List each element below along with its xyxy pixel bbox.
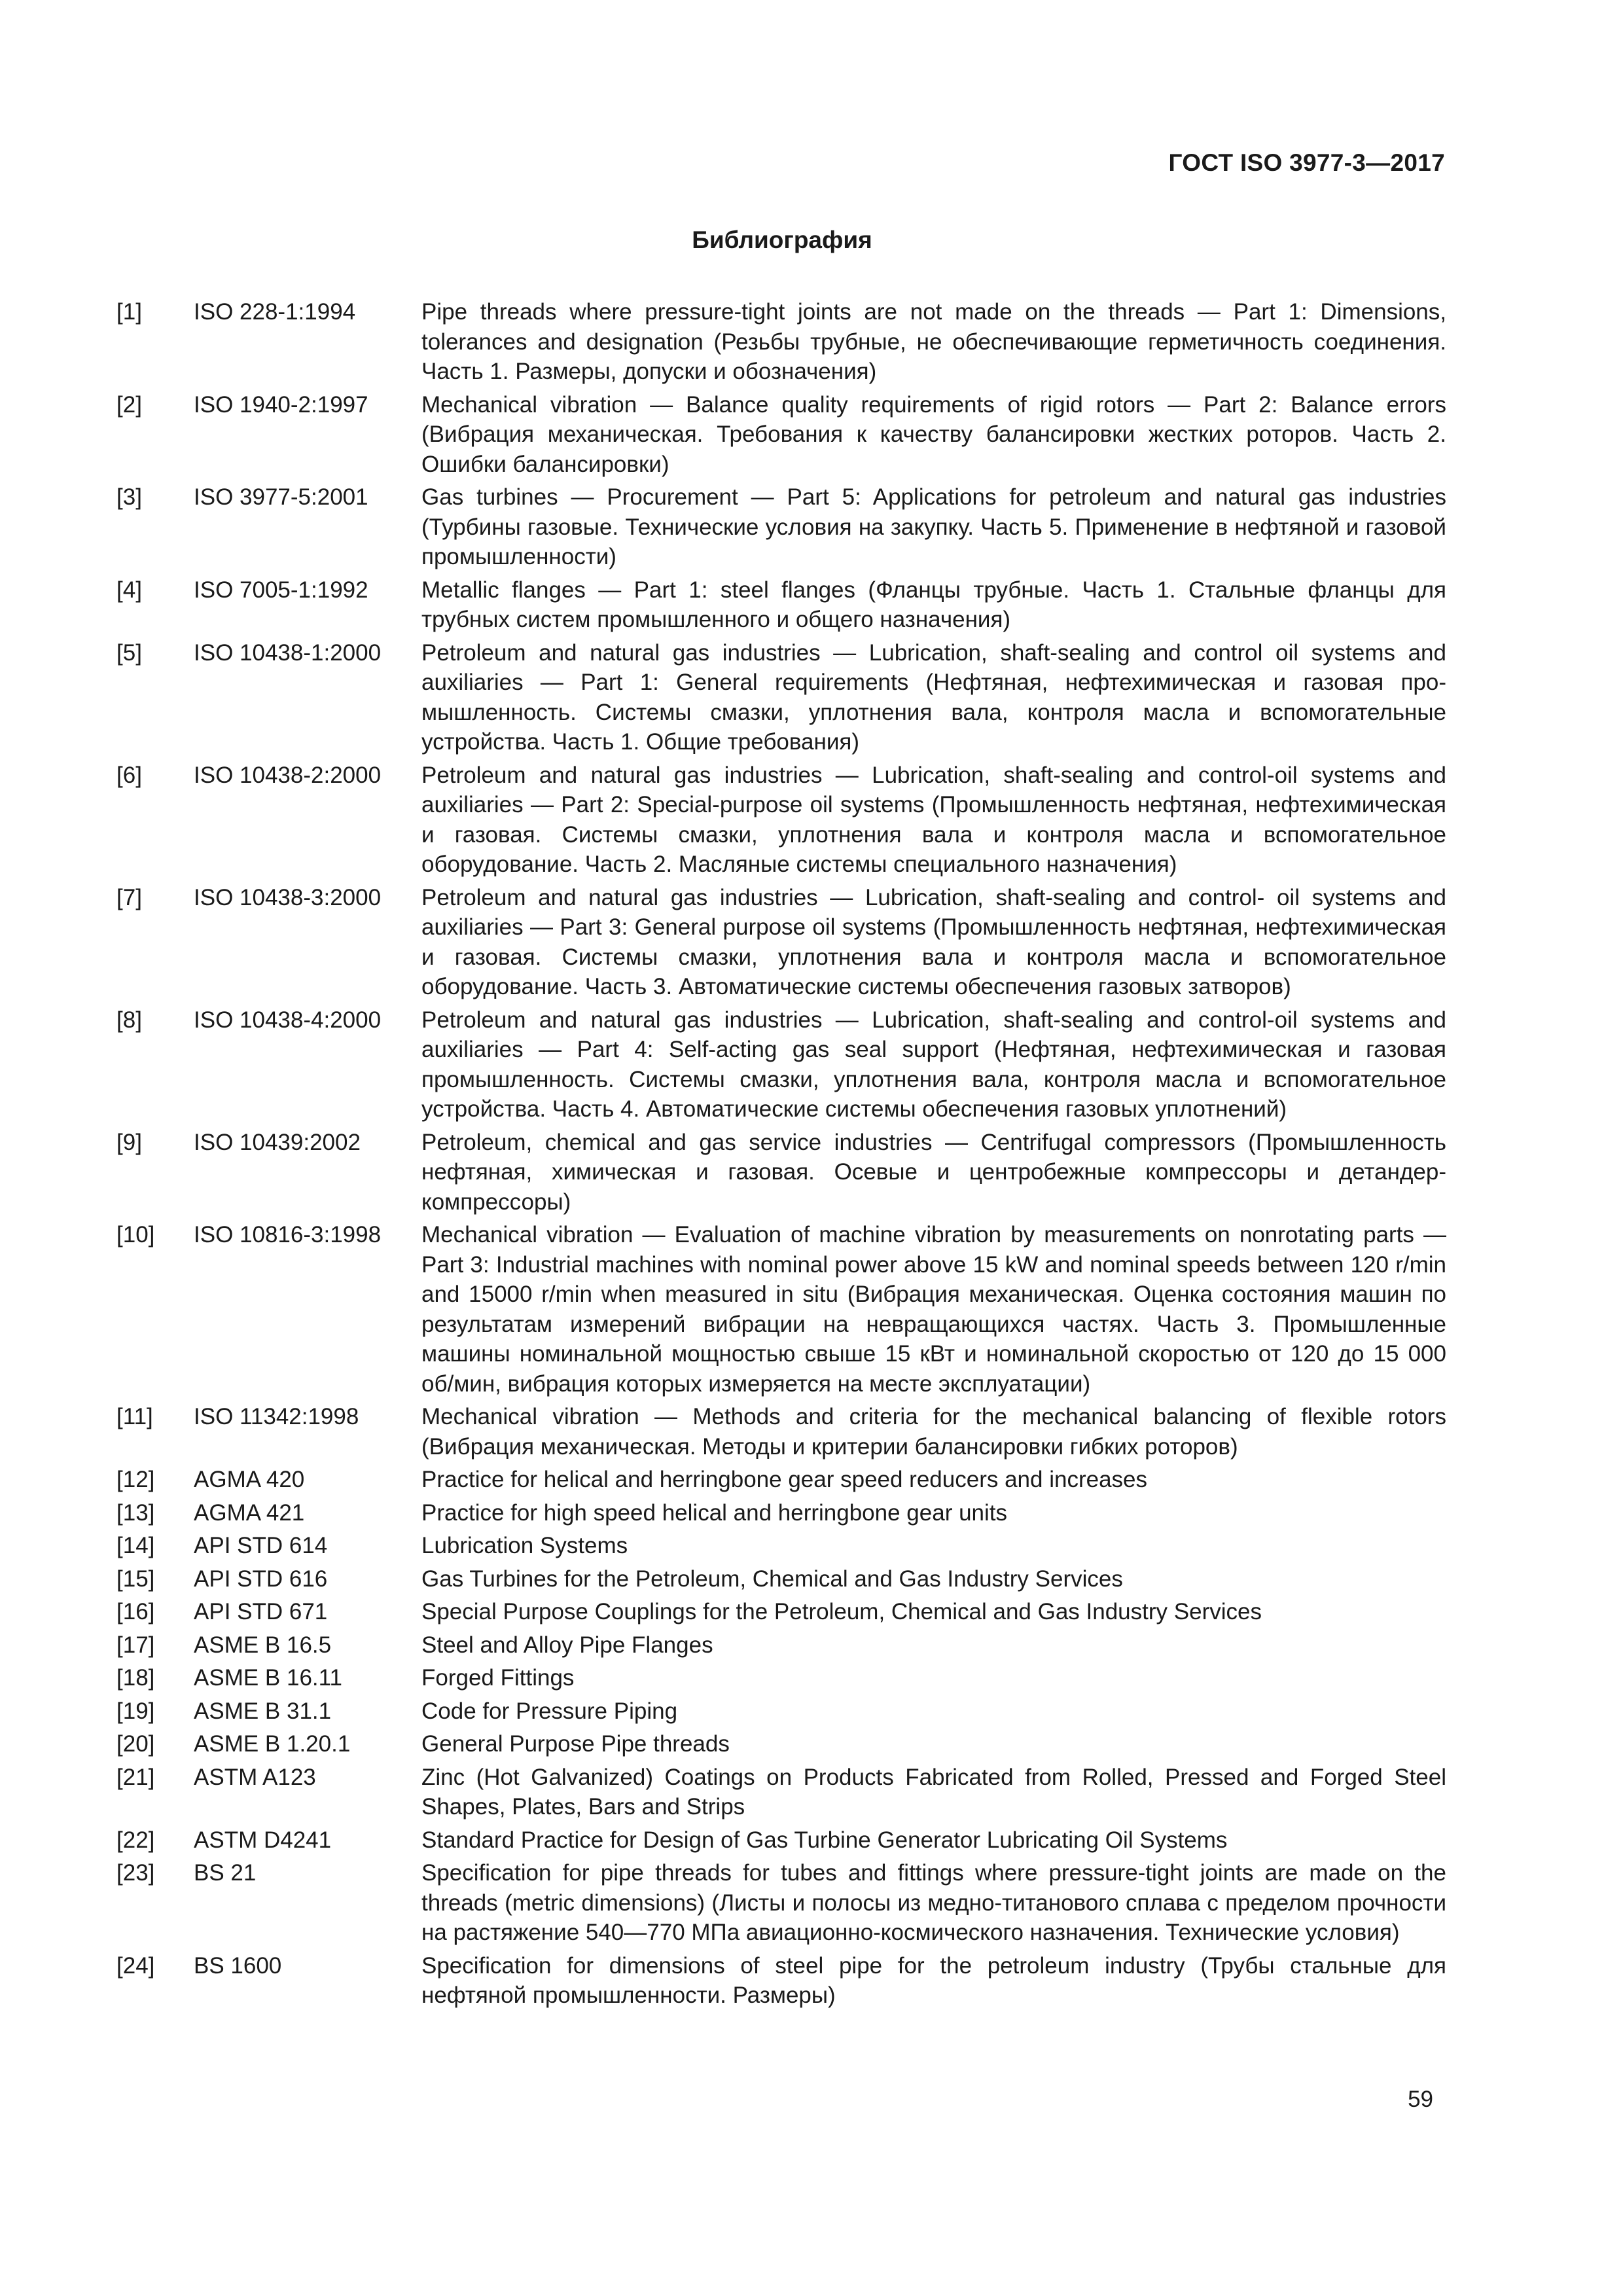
reference-number: [24]: [116, 1952, 155, 1979]
reference-description: Petroleum and natural gas industries — Lubrication, shaft-sealing and control-oil systems and auxiliaries — Part 4: Self-acting gas seal support (Нефтяная, нефтехимическая и газовая промышленность. Системы смазки, уплотнения вала, контроля масла и вспомогательное устройства. Часть 4. Автоматические системы обеспечения газовых уплотнений): [421, 1007, 1446, 1122]
reference-code: AGMA 420: [194, 1467, 305, 1492]
reference-item: [116, 297, 1446, 387]
reference-number: [16]: [116, 1599, 155, 1624]
reference-item: [116, 1531, 1446, 1561]
document-header: ГОСТ ISO 3977-3—2017: [1168, 149, 1445, 176]
reference-code: BS 1600: [194, 1952, 282, 1979]
reference-description: Metallic flanges — Part 1: steel flanges (Фланцы трубные. Часть 1. Стальные фланцы для трубных систем промышленного и общего назначения): [421, 577, 1446, 632]
reference-item: [116, 1402, 1446, 1462]
reference-item: [116, 1005, 1446, 1124]
page-title: Библиография: [692, 226, 872, 253]
reference-code: ASTM A123: [194, 1764, 316, 1790]
reference-number: [21]: [116, 1764, 155, 1790]
reference-item: [116, 1465, 1446, 1495]
reference-description: Lubrication Systems: [421, 1533, 628, 1558]
reference-code: BS 21: [194, 1860, 257, 1886]
reference-description: Specification for dimensions of steel pipe for the petroleum industry (Трубы стальные для нефтяной промышленности. Размеры): [421, 1952, 1446, 2008]
reference-code: ISO 10438-3:2000: [194, 884, 382, 910]
reference-code: ISO 228-1:1994: [194, 299, 356, 325]
page-number: 59: [1408, 2087, 1433, 2112]
reference-description: Pipe threads where pressure-tight joints are not made on the threads — Part 1: Dimensions, tolerances and designation (Резьбы трубные, не обеспечивающие герметичность соединения. Часть 1. Размеры, допуски и обозначения): [421, 299, 1446, 384]
reference-code: API STD 671: [194, 1599, 328, 1624]
reference-item: [116, 761, 1446, 880]
reference-item: [116, 1128, 1446, 1217]
reference-code: AGMA 421: [194, 1499, 305, 1526]
reference-description: Standard Practice for Design of Gas Turbine Generator Lubricating Oil Systems: [421, 1827, 1228, 1853]
reference-number: [22]: [116, 1827, 155, 1853]
reference-item: [116, 1663, 1446, 1693]
reference-code: ISO 11342:1998: [194, 1404, 359, 1429]
reference-code: ASME B 16.11: [194, 1665, 342, 1691]
reference-code: ASME B 16.5: [194, 1632, 332, 1658]
reference-number: [5]: [116, 639, 142, 666]
reference-item: [116, 638, 1446, 757]
reference-code: ISO 1940-2:1997: [194, 391, 368, 418]
reference-number: [9]: [116, 1129, 142, 1155]
reference-description: Specification for pipe threads for tubes and fittings where pressure-tight joints are made on the threads (metric dimensions) (Листы и полосы из медно-титанового сплава с пределом прочности на растяжение 540—770 МПа авиационно-космического назначения. Технические условия): [421, 1860, 1446, 1945]
reference-description: Gas turbines — Procurement — Part 5: Applications for petroleum and natural gas industries (Турбины газовые. Технические условия на закупку. Часть 5. Применение в нефтяной и газовой промышленности): [421, 484, 1446, 569]
reference-description: Mechanical vibration — Evaluation of machine vibration by measurements on nonrotating parts — Part 3: Industrial machines with nominal power above 15 kW and nominal speeds between 120 r/min and 15000 r/min when measured in situ (Вибрация механическая. Оценка состояния машин по результатам измерений вибрации на невращающихся частях. Часть 3. Промышленные машины номинальной мощностью свыше 15 кВт и номинальной скоростью от 120 до 15 000 об/мин, вибрация которых измеряется на месте эксплуатации): [421, 1222, 1446, 1397]
reference-item: [116, 1630, 1446, 1660]
reference-code: ISO 10438-4:2000: [194, 1007, 382, 1033]
reference-item: [116, 1729, 1446, 1759]
reference-code: ISO 3977-5:2001: [194, 484, 368, 510]
reference-number: [3]: [116, 484, 142, 510]
reference-number: [20]: [116, 1731, 155, 1757]
reference-code: API STD 614: [194, 1533, 328, 1558]
reference-code: ASME B 31.1: [194, 1698, 332, 1724]
reference-item: [116, 1825, 1446, 1856]
reference-description: Steel and Alloy Pipe Flanges: [421, 1632, 713, 1658]
reference-item: [116, 1951, 1446, 2011]
reference-number: [14]: [116, 1533, 155, 1558]
reference-item: [116, 883, 1446, 1002]
reference-description: Petroleum and natural gas industries — Lubrication, shaft-sealing and control- oil systems and auxiliaries — Part 3: General purpose oil systems (Промышленность нефтяная, нефтехимическая и газовая. Системы смазки, уплотнения вала и контроля масла и вспомогательное оборудование. Часть 3. Автоматические системы обеспечения газовых затворов): [421, 884, 1446, 999]
reference-description: Zinc (Hot Galvanized) Coatings on Products Fabricated from Rolled, Pressed and Forged Steel Shapes, Plates, Bars and Strips: [421, 1764, 1446, 1820]
reference-number: [12]: [116, 1467, 155, 1492]
reference-number: [2]: [116, 391, 142, 418]
reference-item: [116, 482, 1446, 572]
reference-code: ISO 10438-2:2000: [194, 762, 382, 788]
reference-description: Forged Fittings: [421, 1665, 575, 1691]
reference-item: [116, 390, 1446, 480]
reference-number: [17]: [116, 1632, 155, 1658]
reference-item: [116, 1498, 1446, 1528]
reference-number: [6]: [116, 762, 142, 788]
reference-number: [15]: [116, 1566, 155, 1592]
reference-code: ASME B 1.20.1: [194, 1731, 351, 1757]
reference-item: [116, 1696, 1446, 1727]
reference-description: Mechanical vibration — Methods and criteria for the mechanical balancing of flexible rotors (Вибрация механическая. Методы и критерии балансировки гибких роторов): [421, 1404, 1446, 1460]
reference-item: [116, 1763, 1446, 1822]
reference-description: Petroleum, chemical and gas service industries — Centrifugal compressors (Промышленность нефтяная, химическая и газовая. Осевые и центробежные компрессоры и детандер-компрессоры): [421, 1129, 1446, 1215]
reference-description: General Purpose Pipe threads: [421, 1731, 730, 1757]
reference-number: [23]: [116, 1860, 155, 1886]
reference-description: Gas Turbines for the Petroleum, Chemical and Gas Industry Services: [421, 1566, 1123, 1592]
reference-code: ASTM D4241: [194, 1827, 332, 1853]
reference-number: [18]: [116, 1665, 155, 1691]
reference-code: ISO 10439:2002: [194, 1129, 361, 1155]
reference-number: [19]: [116, 1698, 155, 1724]
reference-code: API STD 616: [194, 1566, 328, 1592]
reference-item: [116, 575, 1446, 635]
bibliography-list: [116, 297, 1446, 2014]
reference-number: [7]: [116, 884, 142, 910]
reference-description: Practice for helical and herringbone gear speed reducers and increases: [421, 1467, 1147, 1492]
reference-number: [8]: [116, 1007, 142, 1033]
reference-description: Code for Pressure Piping: [421, 1698, 678, 1724]
reference-number: [11]: [116, 1404, 153, 1429]
reference-item: [116, 1858, 1446, 1948]
reference-item: [116, 1220, 1446, 1399]
reference-number: [13]: [116, 1499, 155, 1526]
reference-number: [10]: [116, 1222, 155, 1247]
reference-code: ISO 10816-3:1998: [194, 1222, 382, 1247]
reference-code: ISO 7005-1:1992: [194, 577, 368, 603]
reference-number: [1]: [116, 299, 142, 325]
reference-item: [116, 1564, 1446, 1594]
reference-code: ISO 10438-1:2000: [194, 639, 382, 666]
reference-description: Practice for high speed helical and herringbone gear units: [421, 1499, 1008, 1526]
reference-description: Mechanical vibration — Balance quality requirements of rigid rotors — Part 2: Balance errors (Вибрация механическая. Требования к качеству балансировки жестких роторов. Часть 2. Ошибки балансировки): [421, 391, 1446, 477]
reference-description: Petroleum and natural gas industries — Lubrication, shaft-sealing and control oil systems and auxiliaries — Part 1: General requirements (Нефтяная, нефтехимическая и газовая промышленность. Системы смазки, уплотнения вала, контроля масла и вспомогательные устройства. Часть 1. Общие требования): [421, 639, 1446, 755]
reference-description: Petroleum and natural gas industries — Lubrication, shaft-sealing and control-oil systems and auxiliaries — Part 2: Special-purpose oil systems (Промышленность нефтяная, нефтехимическая и газовая. Системы смазки, уплотнения вала и контроля масла и вспомогательное оборудование. Часть 2. Масляные системы специального назначения): [421, 762, 1446, 877]
reference-item: [116, 1597, 1446, 1627]
reference-number: [4]: [116, 577, 142, 603]
reference-description: Special Purpose Couplings for the Petroleum, Chemical and Gas Industry Services: [421, 1599, 1262, 1624]
